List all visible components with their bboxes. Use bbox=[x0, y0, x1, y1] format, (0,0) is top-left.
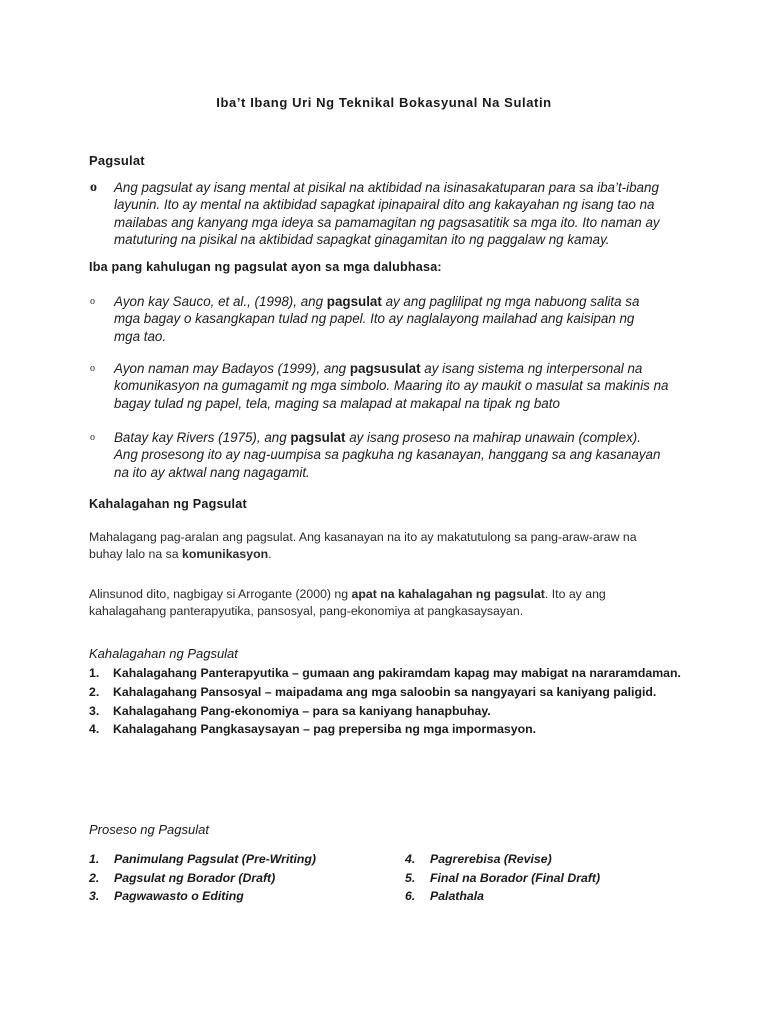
kahulugan-item-text: Ayon kay Sauco, et al., (1998), ang bbox=[114, 294, 327, 309]
kahalagahan-list bbox=[89, 666, 709, 746]
paragraph-text: Alinsunod dito, nagbigay si Arrogante (2000) ng bbox=[89, 587, 352, 601]
kahulugan-item bbox=[114, 360, 670, 412]
pagsulat-definition: Ang pagsulat ay isang mental at pisikal na aktibidad na isinasakatuparan para sa iba’t-ibang layunin. Ito ay mental na aktibidad sapagkat ipinapairal dito ang kakayahan ng isang tao na mailabas ang kanyang mga ideya sa pamamagitan ng pagsasatitik sa mga ito. Ito naman ay matuturing na pisikal na aktibidad sapagkat ginagamitan ito ng paggalaw ng kamay. bbox=[114, 180, 660, 247]
kahulugan-item-text: Batay kay Rivers (1975), ang bbox=[114, 430, 291, 445]
list-item-text: Pagwawasto o Editing bbox=[114, 889, 244, 903]
kahulugan-item-text: Ayon naman may Badayos (1999), ang bbox=[114, 361, 350, 376]
list-item-number: 3. bbox=[89, 889, 100, 903]
proseso-list-left bbox=[89, 852, 369, 912]
list-item-number: 6. bbox=[405, 889, 416, 903]
list-item-number: 4. bbox=[89, 722, 100, 736]
paragraph-text: Mahalagang pag-aralan ang pagsulat. Ang kasanayan na ito ay makatutulong sa pang-araw-araw na buhay lalo na sa bbox=[89, 530, 637, 561]
list-item-text: Kahalagahang Pansosyal – maipadama ang mga saloobin sa nangyayari sa kaniyang paligid. bbox=[113, 685, 657, 699]
kahalagahan-paragraph-2 bbox=[89, 586, 664, 619]
list-item-text: Pagrerebisa (Revise) bbox=[430, 852, 552, 866]
paragraph-bold: komunikasyon bbox=[181, 546, 269, 561]
list-item-text: Panimulang Pagsulat (Pre-Writing) bbox=[114, 852, 317, 866]
proseso-list-right bbox=[405, 852, 685, 912]
kahulugan-item-text: ay ang paglilipat ng mga nabuong salita sa mga bagay o kasangkapan tulad ng papel. Ito ay naglalayong mailahad ang kaisipan ng mga tao. bbox=[114, 294, 640, 344]
list-item-text: Kahalagahang Panterapyutika – gumaan ang pakiramdam kapag may mabigat na nararamdaman. bbox=[113, 666, 681, 680]
section-heading-pagsulat: Pagsulat bbox=[89, 153, 145, 168]
section-heading-kahalagahan: Kahalagahan ng Pagsulat bbox=[89, 497, 247, 511]
list-item-text: Kahalagahang Pangkasaysayan – pag prepersiba ng mga impormasyon. bbox=[113, 722, 537, 736]
bullet-icon: o bbox=[90, 363, 95, 374]
list-item-number: 4. bbox=[405, 852, 416, 866]
list-item-number: 2. bbox=[89, 685, 100, 699]
paragraph-bold: apat na kahalagahan ng pagsulat bbox=[351, 587, 545, 601]
list-item-text: Palathala bbox=[430, 889, 484, 903]
paragraph-text: . bbox=[268, 546, 272, 561]
kahulugan-item-term: pagsulat bbox=[290, 430, 346, 445]
list-item-number: 5. bbox=[405, 871, 416, 885]
document-title: Iba’t Ibang Uri Ng Teknikal Bokasyunal Na Sulatin bbox=[216, 95, 552, 110]
kahalagahan-list-heading: Kahalagahan ng Pagsulat bbox=[89, 646, 238, 661]
list-item-text: Pagsulat ng Borador (Draft) bbox=[114, 871, 276, 885]
kahulugan-item bbox=[114, 429, 666, 481]
list-item-text: Final na Borador (Final Draft) bbox=[430, 871, 601, 885]
paragraph-text: . Ito ay ang kahalagahang panterapyutika, pansosyal, pang-ekonomiya at pangkasaysayan. bbox=[89, 587, 606, 618]
bullet-icon: o bbox=[90, 180, 97, 195]
proseso-heading: Proseso ng Pagsulat bbox=[89, 822, 209, 837]
list-item-number: 1. bbox=[89, 666, 100, 680]
kahulugan-item-text: ay isang sistema ng interpersonal na komunikasyon na gumagamit ng mga simbolo. Maaring ito ay maukit o masulat sa makinis na bagay tulad ng papel, tela, maging sa malapad at makapal na tipak ng bato bbox=[114, 361, 669, 411]
kahulugan-item-text: ay isang proseso na mahirap unawain (complex). Ang prosesong ito ay nag-uumpisa sa pagkuha ng kasanayan, hanggang sa ang kasanayan na ito ay aktwal nang nagagamit. bbox=[114, 430, 661, 480]
bullet-icon: o bbox=[90, 432, 95, 443]
bullet-icon: o bbox=[90, 296, 95, 307]
list-item-text: Kahalagahang Pang-ekonomiya – para sa kaniyang hanapbuhay. bbox=[113, 704, 491, 718]
kahulugan-item-term: pagsusulat bbox=[349, 361, 421, 376]
kahalagahan-paragraph-1 bbox=[89, 529, 664, 562]
section-heading-kahulugan: Iba pang kahulugan ng pagsulat ayon sa mga dalubhasa: bbox=[89, 260, 442, 274]
kahulugan-item-term: pagsulat bbox=[326, 294, 382, 309]
list-item-number: 2. bbox=[89, 871, 100, 885]
kahulugan-item bbox=[114, 293, 664, 345]
list-item-number: 3. bbox=[89, 704, 100, 718]
list-item-number: 1. bbox=[89, 852, 100, 866]
